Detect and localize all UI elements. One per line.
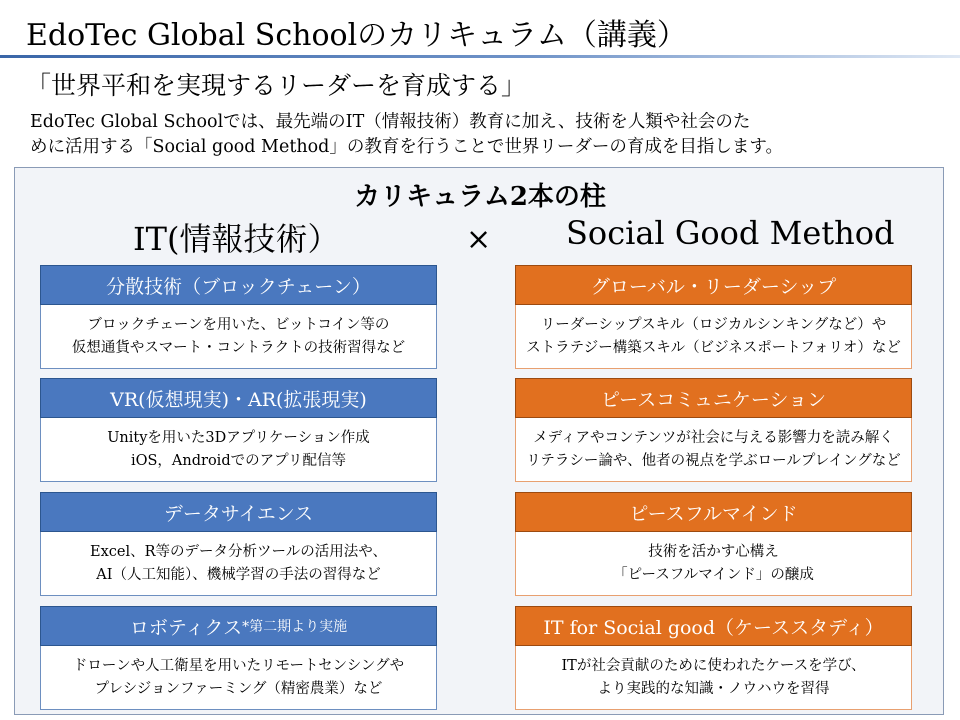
card-body-line: Excel、R等のデータ分析ツールの活用法や、 xyxy=(90,543,387,560)
card-body-line: ドローンや人工衛星を用いたリモートセンシングや xyxy=(72,657,405,674)
card-body-line: ストラテジー構築スキル（ビジネスポートフォリオ）など xyxy=(526,339,901,356)
card-body-line: iOS，Androidでのアプリ配信等 xyxy=(130,452,347,469)
card-body xyxy=(515,646,912,710)
card-header xyxy=(515,378,912,418)
card-header xyxy=(40,265,437,305)
card-header-label: IT for Social good（ケーススタディ） xyxy=(543,616,884,639)
card-header-label: ピースコミュニケーション xyxy=(600,388,827,411)
intro-line-2: めに活用する「Social good Method」の教育を行うことで世界リーダーの育成を目指します。 xyxy=(30,137,783,157)
card-header-label: グローバル・リーダーシップ xyxy=(590,275,837,298)
card-peaceful-mind xyxy=(515,492,912,596)
social-good-column-heading: Social Good Method xyxy=(566,214,895,252)
card-data-science xyxy=(40,492,437,596)
card-body-line: プレシジョンファーミング（精密農業）など xyxy=(94,680,383,697)
intro-paragraph xyxy=(30,110,950,160)
card-header xyxy=(515,265,912,305)
card-header xyxy=(40,606,437,646)
card-header xyxy=(515,606,912,646)
it-column-heading: IT(情報技術） xyxy=(133,220,340,258)
card-header-label: ロボティクス xyxy=(129,616,243,639)
card-body-line: 「ピースフルマインド」の醸成 xyxy=(613,566,814,583)
card-peace-communication xyxy=(515,378,912,482)
card-header-label: データサイエンス xyxy=(163,502,314,525)
card-body-line: 仮想通貨やスマート・コントラクトの技術習得など xyxy=(71,339,406,356)
card-body xyxy=(40,646,437,710)
card-body xyxy=(515,532,912,596)
card-body xyxy=(40,305,437,369)
slogan: 「世界平和を実現するリーダーを育成する」 xyxy=(26,71,527,100)
card-body-line: リーダーシップスキル（ロジカルシンキングなど）や xyxy=(540,316,887,333)
card-header-label: VR(仮想現実)・AR(拡張現実) xyxy=(110,388,367,411)
card-header xyxy=(40,492,437,532)
card-body-line: 技術を活かす心構え xyxy=(648,543,779,560)
intro-line-1: EdoTec Global Schoolでは、最先端のIT（情報技術）教育に加え、技術を人類や社会のた xyxy=(30,112,751,132)
card-body-line: リテラシー論や、他者の視点を学ぶロールプレイングなど xyxy=(526,452,901,469)
card-body-line: メディアやコンテンツが社会に与える影響力を読み解く xyxy=(533,429,894,446)
card-header xyxy=(40,378,437,418)
title-underline xyxy=(0,55,960,58)
card-body xyxy=(40,532,437,596)
card-global-leadership xyxy=(515,265,912,369)
card-header-note: *第二期より実施 xyxy=(242,619,348,635)
times-symbol: × xyxy=(466,222,492,257)
card-header-label: ピースフルマインド xyxy=(629,502,798,525)
page-title: EdoTec Global Schoolのカリキュラム（講義） xyxy=(26,18,687,53)
card-vr-ar xyxy=(40,378,437,482)
card-header-label: 分散技術（ブロックチェーン） xyxy=(106,275,371,298)
card-body-line: ITが社会貢献のために使われたケースを学び、 xyxy=(561,657,866,674)
card-blockchain xyxy=(40,265,437,369)
card-body xyxy=(40,418,437,482)
panel-title: カリキュラム2本の柱 xyxy=(354,182,606,212)
card-body xyxy=(515,418,912,482)
card-body-line: より実践的な知識・ノウハウを習得 xyxy=(597,680,830,697)
card-it-for-social-good xyxy=(515,606,912,710)
card-body-line: Unityを用いた3Dアプリケーション作成 xyxy=(107,429,370,446)
card-body-line: AI（人工知能）、機械学習の手法の習得など xyxy=(96,566,381,583)
card-header xyxy=(515,492,912,532)
card-body-line: ブロックチェーンを用いた、ビットコイン等の xyxy=(87,316,390,333)
card-robotics xyxy=(40,606,437,710)
card-body xyxy=(515,305,912,369)
